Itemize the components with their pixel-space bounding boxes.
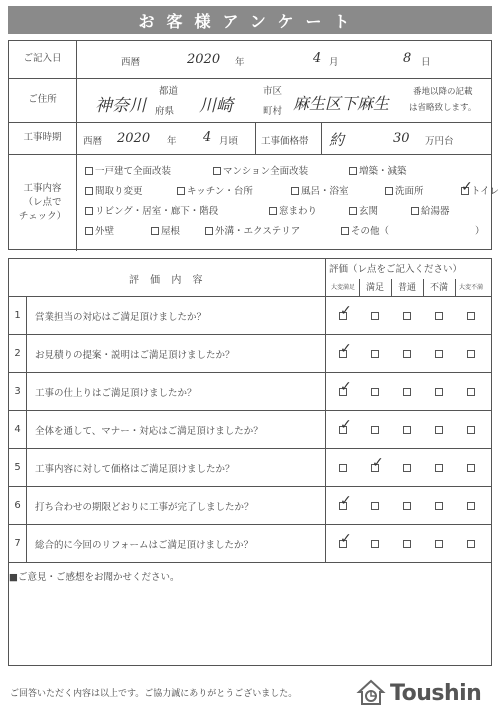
checkbox-icon[interactable] <box>411 207 419 215</box>
rating-checkbox-icon[interactable] <box>403 464 411 472</box>
entry-date-month-value[interactable]: 4 <box>313 51 322 66</box>
rating-cell <box>455 297 487 334</box>
rating-header-divider <box>391 279 392 297</box>
rating-checkbox-icon[interactable] <box>403 350 411 358</box>
entry-date-day-unit: 日 <box>421 57 431 68</box>
address-prefecture-value[interactable]: 神奈川 <box>95 96 146 116</box>
rating-cell <box>423 297 455 334</box>
question-text: 工事内容に対して価格はご満足頂けましたか？ <box>35 463 235 475</box>
checkbox-icon[interactable] <box>85 207 93 215</box>
entry-date-month-unit: 月 <box>329 57 339 68</box>
rating-header-divider <box>359 279 360 297</box>
work-content-label <box>9 155 77 251</box>
rating-cell <box>359 373 391 410</box>
address-city-unit-bottom: 町村 <box>263 106 283 117</box>
work-option-label: リビング・居室・廊下・階段 <box>95 206 219 217</box>
rating-checkbox-icon[interactable] <box>467 426 475 434</box>
brand-name: Toushin <box>390 680 482 706</box>
rating-checkbox-icon[interactable] <box>467 388 475 396</box>
rating-cell <box>327 411 359 448</box>
price-value[interactable]: 30 <box>393 131 410 146</box>
work-option-3[interactable] <box>85 183 143 197</box>
work-content-options <box>85 155 499 251</box>
work-content-label-line3: チェック） <box>18 211 67 223</box>
work-option-label: マンション全面改装 <box>223 166 309 177</box>
rating-cell <box>327 449 359 486</box>
work-option-label: 一戸建て全面改装 <box>95 166 172 177</box>
rating-cell <box>359 335 391 372</box>
rating-checkbox-icon[interactable] <box>339 416 352 434</box>
question-number: 6 <box>9 487 27 524</box>
rating-checkbox-icon[interactable] <box>435 540 443 548</box>
rating-checkbox-icon[interactable] <box>467 350 475 358</box>
question-text: 営業担当の対応はご満足頂けましたか？ <box>35 311 207 323</box>
evaluation-section <box>8 258 492 666</box>
rating-cell <box>423 335 455 372</box>
checkbox-icon[interactable] <box>151 227 159 235</box>
question-row <box>9 411 491 449</box>
work-option-12[interactable] <box>85 223 114 237</box>
rating-label-4: 大変不満 <box>458 284 483 291</box>
work-option-label: 洗面所 <box>395 186 424 197</box>
rating-cell <box>359 487 391 524</box>
work-period-year-unit: 年 <box>167 136 177 147</box>
rating-cell <box>455 335 487 372</box>
rating-checkbox-icon[interactable] <box>339 464 347 472</box>
rating-checkbox-icon[interactable] <box>403 388 411 396</box>
rating-checkbox-icon[interactable] <box>467 540 475 548</box>
rating-checkbox-icon[interactable] <box>371 540 379 548</box>
checkbox-icon[interactable] <box>85 187 93 195</box>
entry-date-era: 西暦 <box>121 57 141 68</box>
work-option-15[interactable] <box>341 223 389 237</box>
checkmark-icon: ✓ <box>340 302 352 319</box>
checkmark-icon: ✓ <box>340 416 352 433</box>
rating-cell <box>359 297 391 334</box>
work-period-month-value[interactable]: 4 <box>203 130 212 145</box>
question-text: 工事の仕上りはご満足頂けましたか？ <box>35 387 197 399</box>
rating-checkbox-icon[interactable] <box>371 312 379 320</box>
entry-date-year-value[interactable]: 2020 <box>187 52 221 67</box>
comments-label: ■ご意見・ご感想をお聞かせください。 <box>9 572 180 583</box>
house-logo-icon <box>356 678 386 708</box>
rating-cell <box>359 525 391 562</box>
work-period-divider-right <box>321 123 322 154</box>
rating-cell <box>423 487 455 524</box>
work-option-label: 間取り変更 <box>95 186 143 197</box>
question-row <box>9 373 491 411</box>
checkmark-icon: ✓ <box>340 492 352 509</box>
brand-logo <box>356 678 481 708</box>
rating-checkbox-icon[interactable] <box>339 378 352 396</box>
rating-cell <box>327 297 359 334</box>
rating-cell <box>391 373 423 410</box>
rating-checkbox-icon[interactable] <box>435 312 443 320</box>
question-number: 7 <box>9 525 27 562</box>
rating-cell <box>391 335 423 372</box>
work-option-label: 給湯器 <box>421 206 450 217</box>
rating-cell <box>391 449 423 486</box>
checkbox-icon[interactable] <box>85 167 93 175</box>
price-range-label: 工事価格帯 <box>261 136 309 147</box>
address-row <box>9 79 491 123</box>
checkmark-icon: ✓ <box>340 378 352 395</box>
address-note-line2: は省略致します。 <box>409 103 477 113</box>
rating-cell <box>327 335 359 372</box>
rating-cell <box>455 411 487 448</box>
address-town-value[interactable]: 麻生区下麻生 <box>293 94 390 113</box>
rating-checkbox-icon[interactable] <box>467 502 475 510</box>
checkmark-icon: ✓ <box>340 340 352 357</box>
rating-cell <box>455 487 487 524</box>
entry-date-year-unit: 年 <box>235 57 245 68</box>
checkmark-icon: ✓ <box>461 179 473 195</box>
address-pref-unit-bottom: 府県 <box>155 106 175 117</box>
rating-checkbox-icon[interactable] <box>371 502 379 510</box>
rating-checkbox-icon[interactable] <box>339 302 352 320</box>
entry-date-day-value[interactable]: 8 <box>403 51 412 66</box>
checkbox-icon[interactable] <box>349 167 357 175</box>
rating-cell <box>359 411 391 448</box>
work-period-row <box>9 123 491 155</box>
address-city-unit-top: 市区 <box>263 86 283 97</box>
checkbox-icon[interactable] <box>269 207 277 215</box>
work-option-label: トイレ <box>471 186 500 197</box>
rating-checkbox-icon[interactable] <box>371 454 384 472</box>
question-row <box>9 335 491 373</box>
work-option-1[interactable] <box>213 163 308 177</box>
rating-label-1: 満足 <box>365 283 384 293</box>
work-content-label-line2: （レ点で <box>23 196 62 208</box>
rating-checkbox-icon[interactable] <box>339 492 352 510</box>
evaluation-content-header: 評 価 内 容 <box>129 275 207 286</box>
rating-checkbox-icon[interactable] <box>339 530 352 548</box>
rating-cell <box>455 449 487 486</box>
work-option-2[interactable] <box>349 163 407 177</box>
work-period-month-unit: 月頃 <box>219 136 239 147</box>
work-period-divider-left <box>255 123 256 154</box>
rating-cell <box>423 373 455 410</box>
question-row <box>9 297 491 335</box>
work-option-label: 増築・減築 <box>359 166 407 177</box>
work-content-row <box>9 155 500 251</box>
work-period-era: 西暦 <box>83 136 103 147</box>
rating-label-0: 大変満足 <box>330 284 355 291</box>
rating-cell <box>423 525 455 562</box>
rating-checkbox-icon[interactable] <box>435 426 443 434</box>
rating-cell <box>455 525 487 562</box>
work-option-6[interactable] <box>385 183 424 197</box>
checkmark-icon: ✓ <box>340 530 352 547</box>
work-option-13[interactable] <box>151 223 180 237</box>
address-label: ご住所 <box>9 79 77 122</box>
work-content-label-line1: 工事内容 <box>23 182 62 194</box>
rating-checkbox-icon[interactable] <box>339 340 352 358</box>
rating-header-divider <box>423 279 424 297</box>
price-unit: 万円台 <box>425 136 454 147</box>
rating-checkbox-icon[interactable] <box>403 312 411 320</box>
address-note-line1: 番地以降の記載 <box>413 87 473 97</box>
work-option-10[interactable] <box>349 203 378 217</box>
checkbox-icon[interactable] <box>385 187 393 195</box>
entry-date-label: ご記入日 <box>9 41 77 78</box>
rating-cell <box>327 373 359 410</box>
rating-cell <box>391 487 423 524</box>
question-number: 5 <box>9 449 27 486</box>
work-period-label: 工事時期 <box>9 123 77 154</box>
rating-checkbox-icon[interactable] <box>435 464 443 472</box>
rating-cell <box>391 411 423 448</box>
question-row <box>9 487 491 525</box>
rating-checkbox-icon[interactable] <box>371 426 379 434</box>
rating-checkbox-icon[interactable] <box>467 464 475 472</box>
rating-cell <box>455 373 487 410</box>
checkbox-icon[interactable] <box>341 227 349 235</box>
work-option-label: 玄関 <box>359 206 379 217</box>
question-text: 全体を通して、マナー・対応はご満足頂けましたか？ <box>35 425 263 437</box>
rating-label-3: 不満 <box>429 283 448 293</box>
checkbox-icon[interactable] <box>177 187 185 195</box>
work-option-4[interactable] <box>177 183 253 197</box>
rating-cell <box>423 449 455 486</box>
work-option-0[interactable] <box>85 163 171 177</box>
work-option-label: 外溝・エクステリア <box>215 226 301 237</box>
work-option-label: 屋根 <box>161 226 181 237</box>
question-number: 4 <box>9 411 27 448</box>
rating-cell <box>391 525 423 562</box>
rating-checkbox-icon[interactable] <box>403 426 411 434</box>
checkbox-icon[interactable] <box>291 187 299 195</box>
question-number: 3 <box>9 373 27 410</box>
rating-checkbox-icon[interactable] <box>467 312 475 320</box>
checkmark-icon: ✓ <box>372 454 384 471</box>
work-option-label: キッチン・台所 <box>187 186 253 197</box>
rating-label-2: 普通 <box>397 283 416 293</box>
checkbox-icon[interactable] <box>205 227 213 235</box>
work-option-5[interactable] <box>291 183 349 197</box>
question-row <box>9 525 491 563</box>
rating-cell <box>327 487 359 524</box>
work-option-label: 窓まわり <box>279 206 318 217</box>
rating-checkbox-icon[interactable] <box>435 388 443 396</box>
question-number: 1 <box>9 297 27 334</box>
rating-cell <box>327 525 359 562</box>
evaluation-rating-header: 評価（レ点をご記入ください） <box>329 264 463 275</box>
checkbox-icon[interactable] <box>85 227 93 235</box>
checkbox-icon[interactable] <box>349 207 357 215</box>
rating-checkbox-icon[interactable] <box>371 388 379 396</box>
rating-checkbox-icon[interactable] <box>403 540 411 548</box>
work-option-label: その他（ <box>351 226 390 237</box>
work-option-label: 外壁 <box>95 226 115 237</box>
question-text: お見積りの提案・説明はご満足頂けましたか？ <box>35 349 235 361</box>
survey-title: お客様アンケート <box>8 6 492 34</box>
checkbox-icon[interactable] <box>461 179 473 195</box>
price-prefix: 約 <box>329 131 345 149</box>
entry-date-row <box>9 41 491 79</box>
rating-checkbox-icon[interactable] <box>435 350 443 358</box>
rating-checkbox-icon[interactable] <box>435 502 443 510</box>
question-number: 2 <box>9 335 27 372</box>
footer-thanks: ご回答いただく内容は以上です。ご協力誠にありがとうございました。 <box>10 689 298 699</box>
work-period-year-value[interactable]: 2020 <box>117 131 151 146</box>
work-option-11[interactable] <box>411 203 450 217</box>
rating-checkbox-icon[interactable] <box>371 350 379 358</box>
work-option-9[interactable] <box>269 203 317 217</box>
work-option-8[interactable] <box>85 203 218 217</box>
address-city-value[interactable]: 川崎 <box>199 96 233 116</box>
question-row <box>9 449 491 487</box>
work-option-14[interactable] <box>205 223 300 237</box>
question-text: 総合的に今回のリフォームはご満足頂けましたか？ <box>35 539 254 551</box>
work-other-close: ） <box>475 226 485 237</box>
checkbox-icon[interactable] <box>213 167 221 175</box>
rating-cell <box>391 297 423 334</box>
rating-header-divider <box>455 279 456 297</box>
evaluation-header <box>9 259 491 297</box>
address-pref-unit-top: 都道 <box>159 86 179 97</box>
question-text: 打ち合わせの期限どおりに工事が完了しましたか？ <box>35 501 254 513</box>
work-option-label: 風呂・浴室 <box>301 186 349 197</box>
rating-cell <box>423 411 455 448</box>
rating-cell <box>359 449 391 486</box>
work-option-7[interactable] <box>461 179 500 197</box>
info-section <box>8 40 500 250</box>
rating-checkbox-icon[interactable] <box>403 502 411 510</box>
